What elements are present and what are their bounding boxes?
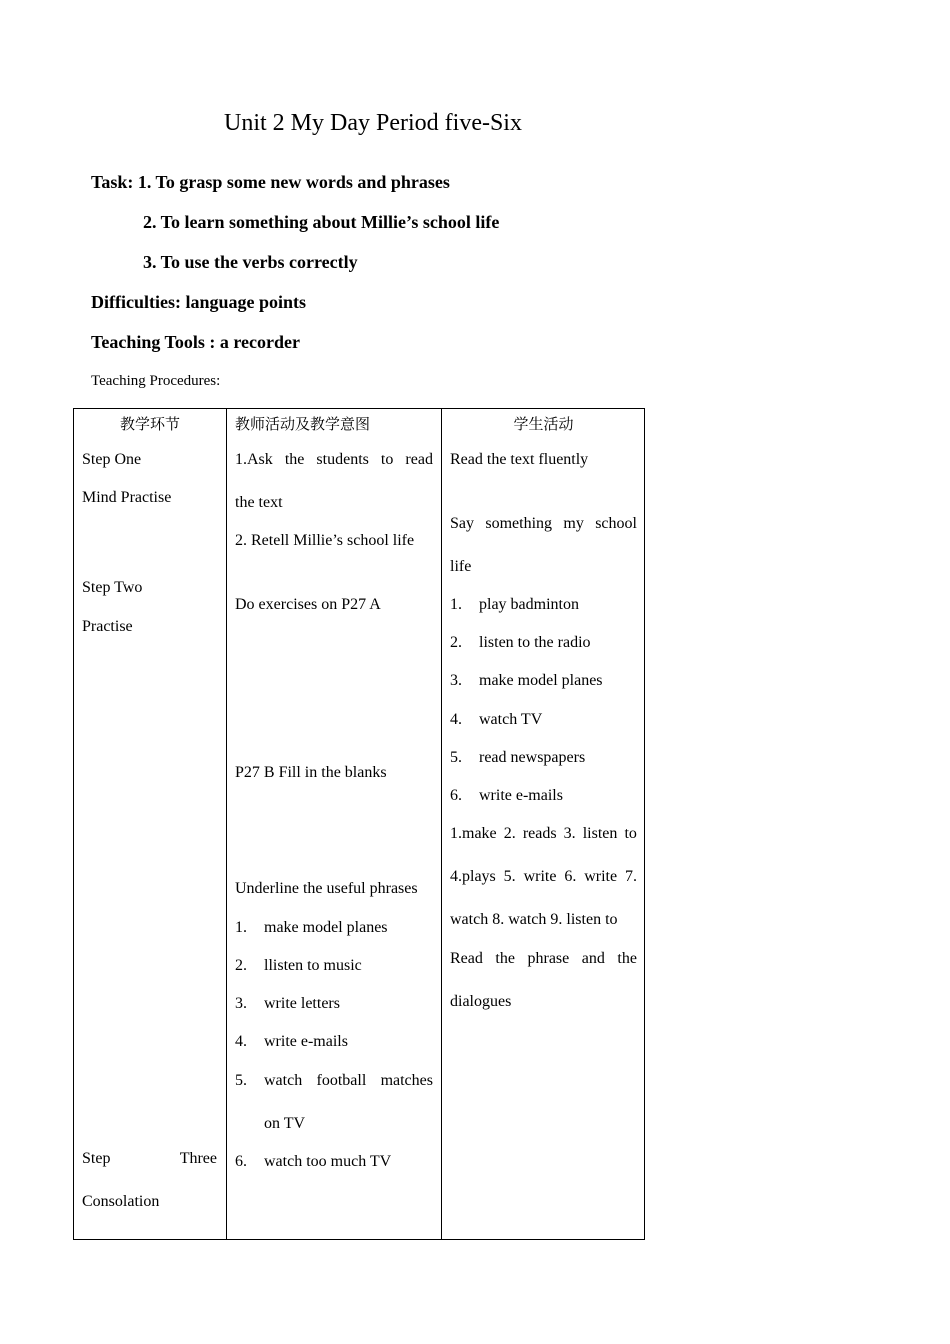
dialogues: dialogues [450, 993, 512, 1010]
procedures-table [73, 408, 645, 1240]
difficulties: Difficulties: language points [91, 292, 307, 312]
word: 4.plays [450, 868, 496, 885]
word: write [584, 868, 618, 885]
step-three-word: Three [179, 1150, 217, 1167]
list-item: 4. write e-mails [235, 1033, 348, 1050]
list-item: 4. watch TV [450, 711, 543, 728]
fill-answers-line-3: watch 8. watch 9. listen to [450, 911, 618, 928]
step-three-word: Step [82, 1150, 111, 1167]
list-item: 1. play badminton [450, 596, 579, 613]
word: to [624, 825, 637, 842]
word: Read [450, 950, 483, 967]
document-title: Unit 2 My Day Period five-Six [224, 110, 522, 136]
word: write [523, 868, 557, 885]
consolation: Consolation [82, 1193, 160, 1210]
step-one: Step One [82, 451, 142, 468]
list-item: 1. make model planes [235, 919, 388, 936]
read-fluently: Read the text fluently [450, 451, 589, 468]
list-item: 2. listen to the radio [450, 634, 591, 651]
word: 7. [624, 868, 637, 885]
word: 2. [503, 825, 516, 842]
header-teacher-activity: 教师活动及教学意图 [235, 415, 371, 433]
retell: 2. Retell Millie’s school life [235, 532, 415, 549]
list-item: 6. write e-mails [450, 787, 563, 804]
step-two: Step Two [82, 579, 143, 596]
word: 5. [503, 868, 516, 885]
say-something-line [450, 515, 637, 533]
underline-phrases: Underline the useful phrases [235, 880, 418, 897]
word: Say [450, 515, 474, 532]
the-text: the text [235, 494, 283, 511]
column-stage [74, 409, 226, 1239]
word: students [316, 451, 369, 468]
practise: Practise [82, 618, 133, 635]
column-teacher-activity [227, 409, 441, 1239]
word: 1.Ask [235, 451, 273, 468]
word: the [495, 950, 515, 967]
word: matches [380, 1072, 433, 1089]
word: 3. [563, 825, 576, 842]
teaching-tools: Teaching Tools : a recorder [91, 332, 301, 352]
task-line-1: Task: 1. To grasp some new words and phrases [91, 172, 450, 192]
teaching-procedures-label: Teaching Procedures: [91, 373, 221, 389]
list-item: 3. write letters [235, 995, 340, 1012]
task-line-2: 2. To learn something about Millie’s school life [143, 212, 500, 232]
list-item: 3. make model planes [450, 672, 603, 689]
read-phrase-line [450, 950, 637, 968]
word: and [581, 950, 605, 967]
fill-answers-line-1 [450, 825, 637, 843]
word: the [284, 451, 305, 468]
list-item: 5. read newspapers [450, 749, 586, 766]
word: 6. [564, 868, 577, 885]
word: my [563, 515, 584, 532]
header-student-activity: 学生活动 [513, 415, 574, 433]
list-number: 5. [235, 1072, 247, 1089]
list-item: 2. llisten to music [235, 957, 362, 974]
word: school [595, 515, 637, 532]
word: reads [522, 825, 557, 842]
word: the [617, 950, 637, 967]
word: to [380, 451, 394, 468]
task-line-3: 3. To use the verbs correctly [143, 252, 358, 272]
header-stage: 教学环节 [119, 415, 180, 433]
list-item-continuation: on TV [264, 1115, 306, 1132]
exercises: Do exercises on P27 A [235, 596, 381, 613]
word: football [316, 1072, 367, 1089]
fill-answers-line-2 [450, 868, 637, 886]
list-item [235, 1072, 433, 1090]
ask-students-line [235, 451, 433, 469]
column-student-activity [442, 409, 645, 1239]
word: watch [264, 1072, 303, 1089]
step-three [82, 1150, 217, 1168]
word: phrase [527, 950, 570, 967]
list-item: 6. watch too much TV [235, 1153, 392, 1170]
word: listen [582, 825, 618, 842]
fill-blanks: P27 B Fill in the blanks [235, 764, 387, 781]
word: read [405, 451, 433, 468]
mind-practise: Mind Practise [82, 489, 172, 506]
word: 1.make [450, 825, 497, 842]
life: life [450, 558, 472, 575]
word: something [485, 515, 553, 532]
